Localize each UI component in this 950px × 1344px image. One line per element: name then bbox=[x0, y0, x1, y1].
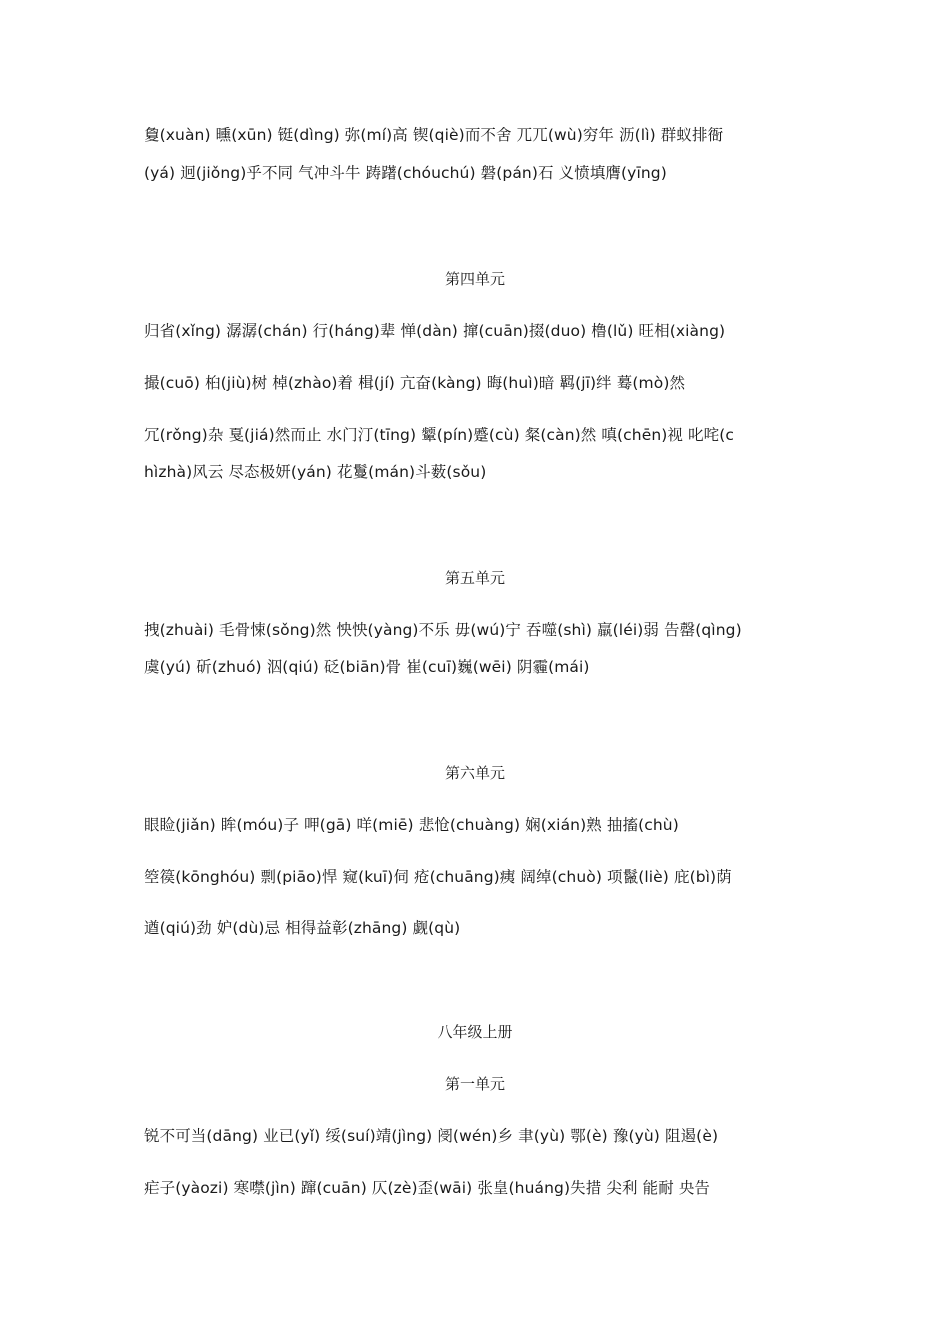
unit4-line-2: 撮(cuō) 桕(jiù)树 棹(zhào)着 楫(jí) 亢奋(kàng) 晦(huì)暗 羁(jī)绊 蓦(mò)然 bbox=[144, 374, 686, 392]
unit6-heading: 第六单元 bbox=[444, 764, 505, 782]
grade8-unit1-line-1: 锐不可当(dāng) 业已(yǐ) 绥(suí)靖(jìng) 阌(wén)乡 聿(yù) 鄂(è) 豫(yù) 阻遏(è) bbox=[144, 1127, 719, 1145]
grade8-unit1-line-2: 疟子(yàozi) 寒噤(jìn) 蹿(cuān) 仄(zè)歪(wāi) 张皇(huáng)失措 尖利 能耐 央告 bbox=[144, 1179, 711, 1197]
unit4-line-1: 归省(xǐng) 潺潺(chán) 行(háng)辈 惮(dàn) 撺(cuān)掇(duo) 橹(lǔ) 旺相(xiàng) bbox=[144, 322, 726, 340]
unit4-heading: 第四单元 bbox=[444, 270, 505, 288]
unit4-line-4: hìzhà)风云 尽态极妍(yán) 花鬘(mán)斗薮(sǒu) bbox=[144, 463, 487, 481]
unit4-line-3: 冗(rǒng)杂 戛(jiá)然而止 水门汀(tīng) 颦(pín)蹙(cù) 粲(càn)然 嗔(chēn)视 叱咤(c bbox=[144, 426, 735, 444]
unit6-line-1: 眼睑(jiǎn) 眸(móu)子 呷(gā) 咩(miē) 悲怆(chuàng) 娴(xián)熟 抽搐(chù) bbox=[144, 816, 679, 834]
intro-line-2: (yá) 迥(jiǒng)乎不同 气冲斗牛 踌躇(chóuchú) 磐(pán)石 义愤填膺(yīng) bbox=[144, 164, 667, 182]
unit5-line-1: 拽(zhuài) 毛骨悚(sǒng)然 怏怏(yàng)不乐 毋(wú)宁 吞噬(shì) 羸(léi)弱 告罄(qìng) bbox=[144, 621, 742, 639]
intro-line-1: 敻(xuàn) 曛(xūn) 铤(dìng) 弥(mí)高 锲(qiè)而不舍 兀兀(wù)穷年 沥(lì) 群蚁排衙 bbox=[144, 126, 724, 144]
unit6-line-2: 箜篌(kōnghóu) 剽(piāo)悍 窥(kuī)伺 疮(chuāng)痍 阔绰(chuò) 项鬣(liè) 庇(bì)荫 bbox=[144, 868, 732, 886]
unit5-heading: 第五单元 bbox=[444, 569, 505, 587]
unit5-line-2: 虞(yú) 斫(zhuó) 泅(qiú) 砭(biān)骨 崔(cuī)巍(wēi) 阴霾(mái) bbox=[144, 658, 590, 676]
unit6-line-3: 遒(qiú)劲 妒(dù)忌 相得益彰(zhāng) 觑(qù) bbox=[144, 919, 461, 937]
grade8-heading: 八年级上册 bbox=[437, 1023, 513, 1041]
grade8-unit1-heading: 第一单元 bbox=[444, 1075, 505, 1093]
